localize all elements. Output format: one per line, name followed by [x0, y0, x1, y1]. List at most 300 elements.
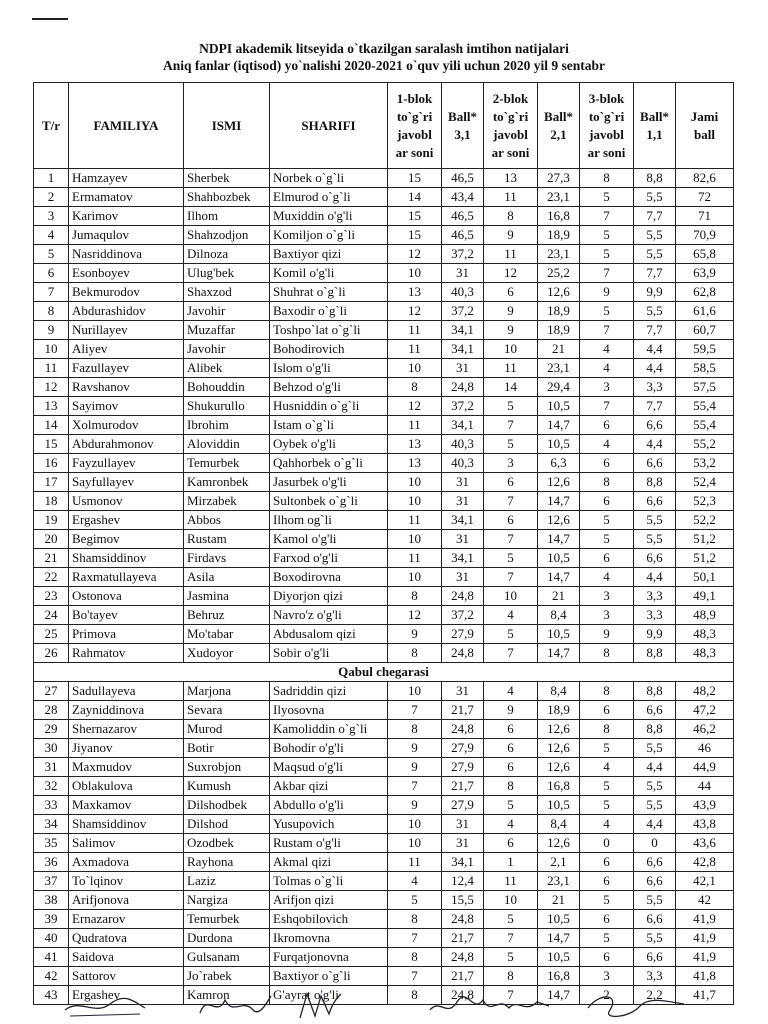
cell-jami: 58,5: [676, 359, 734, 378]
cell-blok1: 10: [388, 359, 442, 378]
cell-ball1: 24,8: [442, 910, 484, 929]
table-row: [34, 834, 734, 853]
cell-tr: 9: [34, 321, 69, 340]
table-row: [34, 758, 734, 777]
cell-blok2: 7: [484, 929, 538, 948]
cell-ismi: Asila: [184, 568, 270, 587]
cell-blok3: 9: [580, 283, 634, 302]
header-tr: T/r: [34, 83, 69, 169]
header-jami: Jami ball: [676, 83, 734, 169]
cell-sharifi: Ilhom og`li: [270, 511, 388, 530]
cell-jami: 51,2: [676, 549, 734, 568]
cell-tr: 32: [34, 777, 69, 796]
table-row: [34, 378, 734, 397]
cell-blok2: 5: [484, 625, 538, 644]
cell-familiya: Maxkamov: [69, 796, 184, 815]
cell-ball2: 23,1: [538, 872, 580, 891]
cell-ball3: 8,8: [634, 644, 676, 663]
cell-blok3: 6: [580, 910, 634, 929]
header-ball2: Ball* 2,1: [538, 83, 580, 169]
cell-ball3: 6,6: [634, 910, 676, 929]
cell-familiya: Shamsiddinov: [69, 815, 184, 834]
cell-tr: 36: [34, 853, 69, 872]
cell-familiya: Sayimov: [69, 397, 184, 416]
cell-blok1: 11: [388, 321, 442, 340]
cell-ball1: 21,7: [442, 777, 484, 796]
cell-blok2: 13: [484, 169, 538, 188]
cell-tr: 5: [34, 245, 69, 264]
cell-blok1: 8: [388, 986, 442, 1005]
table-row: [34, 530, 734, 549]
cell-ball3: 3,3: [634, 378, 676, 397]
cell-ball3: 3,3: [634, 967, 676, 986]
cell-sharifi: Istam o`g`li: [270, 416, 388, 435]
cell-sharifi: Sobir o'g'li: [270, 644, 388, 663]
cell-ball1: 46,5: [442, 226, 484, 245]
cell-ball3: 2,2: [634, 986, 676, 1005]
cell-ball2: 10,5: [538, 948, 580, 967]
cell-blok1: 8: [388, 378, 442, 397]
cell-ball3: 6,6: [634, 549, 676, 568]
cell-sharifi: Baxtiyor o`g`li: [270, 967, 388, 986]
cell-tr: 30: [34, 739, 69, 758]
table-row: [34, 796, 734, 815]
cell-blok2: 6: [484, 739, 538, 758]
table-row: [34, 302, 734, 321]
cell-jami: 41,9: [676, 929, 734, 948]
cell-ball3: 6,6: [634, 872, 676, 891]
cell-ball2: 2,1: [538, 853, 580, 872]
cell-blok1: 5: [388, 891, 442, 910]
table-row: [34, 245, 734, 264]
table-row: [34, 720, 734, 739]
cell-ball1: 21,7: [442, 967, 484, 986]
cell-jami: 72: [676, 188, 734, 207]
table-row: [34, 473, 734, 492]
cell-ball2: 10,5: [538, 435, 580, 454]
cell-ball2: 8,4: [538, 606, 580, 625]
cell-tr: 8: [34, 302, 69, 321]
cell-blok2: 8: [484, 207, 538, 226]
cell-ball1: 31: [442, 264, 484, 283]
cell-ball2: 10,5: [538, 796, 580, 815]
cell-blok1: 10: [388, 530, 442, 549]
cell-jami: 52,3: [676, 492, 734, 511]
cell-ismi: Durdona: [184, 929, 270, 948]
cell-blok1: 10: [388, 473, 442, 492]
cutoff-label: Qabul chegarasi: [34, 663, 734, 682]
table-row: [34, 872, 734, 891]
cell-sharifi: Furqatjonovna: [270, 948, 388, 967]
results-table: [33, 82, 734, 1005]
cell-sharifi: Kamol o'g'li: [270, 530, 388, 549]
cell-familiya: To`lqinov: [69, 872, 184, 891]
cell-sharifi: Elmurod o`g`li: [270, 188, 388, 207]
cell-blok2: 7: [484, 530, 538, 549]
table-row: [34, 435, 734, 454]
cell-ball3: 8,8: [634, 682, 676, 701]
table-row: [34, 967, 734, 986]
cell-blok2: 7: [484, 416, 538, 435]
cell-blok3: 6: [580, 701, 634, 720]
cell-blok3: 5: [580, 929, 634, 948]
cell-familiya: Abdurahmonov: [69, 435, 184, 454]
cell-blok1: 8: [388, 720, 442, 739]
cell-blok2: 11: [484, 872, 538, 891]
cell-tr: 42: [34, 967, 69, 986]
cell-jami: 60,7: [676, 321, 734, 340]
cell-sharifi: Akmal qizi: [270, 853, 388, 872]
cell-jami: 59,5: [676, 340, 734, 359]
cell-blok1: 7: [388, 929, 442, 948]
cell-ball2: 12,6: [538, 834, 580, 853]
table-row: [34, 492, 734, 511]
table-row: [34, 777, 734, 796]
cell-tr: 34: [34, 815, 69, 834]
cell-ball2: 10,5: [538, 397, 580, 416]
table-row: [34, 207, 734, 226]
cell-jami: 48,9: [676, 606, 734, 625]
cell-ismi: Firdavs: [184, 549, 270, 568]
cell-familiya: Usmonov: [69, 492, 184, 511]
cell-ball3: 7,7: [634, 397, 676, 416]
cell-jami: 52,2: [676, 511, 734, 530]
cell-ball3: 5,5: [634, 796, 676, 815]
cell-ball3: 9,9: [634, 283, 676, 302]
table-row: [34, 910, 734, 929]
cell-ball1: 40,3: [442, 435, 484, 454]
table-row: [34, 606, 734, 625]
cell-ball2: 14,7: [538, 644, 580, 663]
cell-ball2: 10,5: [538, 910, 580, 929]
cell-ball2: 12,6: [538, 758, 580, 777]
cell-blok1: 10: [388, 568, 442, 587]
cell-sharifi: Arifjon qizi: [270, 891, 388, 910]
cell-ball1: 24,8: [442, 720, 484, 739]
top-rule: [32, 18, 68, 20]
table-row: [34, 739, 734, 758]
cell-ismi: Rayhona: [184, 853, 270, 872]
cell-familiya: Fayzullayev: [69, 454, 184, 473]
cell-ismi: Mo'tabar: [184, 625, 270, 644]
cell-familiya: Sadullayeva: [69, 682, 184, 701]
cell-blok2: 4: [484, 815, 538, 834]
cell-ball1: 34,1: [442, 321, 484, 340]
cell-blok1: 10: [388, 815, 442, 834]
cell-ball3: 7,7: [634, 207, 676, 226]
cell-jami: 41,7: [676, 986, 734, 1005]
cell-familiya: Jumaqulov: [69, 226, 184, 245]
cell-familiya: Xolmurodov: [69, 416, 184, 435]
cell-blok1: 11: [388, 416, 442, 435]
cell-ball3: 7,7: [634, 264, 676, 283]
cell-ball1: 21,7: [442, 929, 484, 948]
cell-tr: 4: [34, 226, 69, 245]
cell-ball2: 16,8: [538, 777, 580, 796]
cell-tr: 16: [34, 454, 69, 473]
cell-blok3: 5: [580, 188, 634, 207]
header-blok3: 3-blok to`g`ri javobl ar soni: [580, 83, 634, 169]
cell-tr: 37: [34, 872, 69, 891]
cell-blok2: 4: [484, 682, 538, 701]
document-title: NDPI akademik litseyida o`tkazilgan saralash imtihon natijalari: [199, 41, 569, 56]
cell-tr: 12: [34, 378, 69, 397]
cell-blok3: 4: [580, 815, 634, 834]
cell-familiya: Qudratova: [69, 929, 184, 948]
cell-ball2: 27,3: [538, 169, 580, 188]
cell-jami: 43,6: [676, 834, 734, 853]
cell-ball3: 5,5: [634, 226, 676, 245]
cell-ball1: 34,1: [442, 340, 484, 359]
cell-tr: 39: [34, 910, 69, 929]
cell-blok3: 8: [580, 644, 634, 663]
cell-jami: 42: [676, 891, 734, 910]
table-row: [34, 226, 734, 245]
cell-jami: 53,2: [676, 454, 734, 473]
cell-blok1: 10: [388, 834, 442, 853]
cell-ismi: Abbos: [184, 511, 270, 530]
cell-ismi: Dilnoza: [184, 245, 270, 264]
cell-sharifi: G'ayrat o'g'li: [270, 986, 388, 1005]
cell-blok3: 5: [580, 511, 634, 530]
cell-tr: 35: [34, 834, 69, 853]
cell-blok2: 6: [484, 834, 538, 853]
cell-jami: 55,4: [676, 397, 734, 416]
cell-blok3: 8: [580, 169, 634, 188]
cell-ball1: 24,8: [442, 986, 484, 1005]
cell-ball1: 37,2: [442, 606, 484, 625]
cell-ball3: 4,4: [634, 340, 676, 359]
cell-blok3: 7: [580, 207, 634, 226]
cell-ball2: 8,4: [538, 682, 580, 701]
cell-ismi: Shaxzod: [184, 283, 270, 302]
cell-jami: 63,9: [676, 264, 734, 283]
cell-ismi: Jasmina: [184, 587, 270, 606]
cell-familiya: Arifjonova: [69, 891, 184, 910]
cell-ismi: Alibek: [184, 359, 270, 378]
cell-ball3: 9,9: [634, 625, 676, 644]
table-row: [34, 169, 734, 188]
cell-ball2: 10,5: [538, 549, 580, 568]
cell-ball1: 31: [442, 682, 484, 701]
cell-ball1: 34,1: [442, 416, 484, 435]
cell-ball2: 10,5: [538, 625, 580, 644]
cell-blok2: 5: [484, 549, 538, 568]
cell-ismi: Murod: [184, 720, 270, 739]
header-ball1: Ball* 3,1: [442, 83, 484, 169]
cell-familiya: Rahmatov: [69, 644, 184, 663]
cell-ball3: 5,5: [634, 511, 676, 530]
cell-ball3: 4,4: [634, 568, 676, 587]
cell-ismi: Dilshodbek: [184, 796, 270, 815]
cell-ball1: 24,8: [442, 644, 484, 663]
cell-sharifi: Komil o'g'li: [270, 264, 388, 283]
cell-ball2: 23,1: [538, 188, 580, 207]
cell-ismi: Temurbek: [184, 910, 270, 929]
cell-sharifi: Rustam o'g'li: [270, 834, 388, 853]
cell-ball1: 31: [442, 359, 484, 378]
cell-sharifi: Maqsud o'g'li: [270, 758, 388, 777]
cell-ball1: 31: [442, 530, 484, 549]
cell-jami: 61,6: [676, 302, 734, 321]
cell-familiya: Zayniddinova: [69, 701, 184, 720]
cell-ball1: 34,1: [442, 549, 484, 568]
cell-blok2: 8: [484, 777, 538, 796]
cell-tr: 15: [34, 435, 69, 454]
header-blok1: 1-blok to`g`ri javobl ar soni: [388, 83, 442, 169]
cell-ball3: 6,6: [634, 948, 676, 967]
cell-jami: 52,4: [676, 473, 734, 492]
cell-blok2: 9: [484, 701, 538, 720]
cell-ball1: 34,1: [442, 511, 484, 530]
table-row: [34, 644, 734, 663]
cell-ball2: 23,1: [538, 359, 580, 378]
cell-blok3: 7: [580, 397, 634, 416]
cell-ball3: 8,8: [634, 169, 676, 188]
table-row: [34, 853, 734, 872]
cell-blok2: 7: [484, 492, 538, 511]
cell-blok3: 5: [580, 891, 634, 910]
cell-ball3: 5,5: [634, 245, 676, 264]
cell-familiya: Hamzayev: [69, 169, 184, 188]
cell-blok3: 4: [580, 435, 634, 454]
cell-ismi: Gulsanam: [184, 948, 270, 967]
cell-familiya: Sattorov: [69, 967, 184, 986]
cell-blok2: 10: [484, 340, 538, 359]
cell-ball1: 15,5: [442, 891, 484, 910]
cell-blok2: 5: [484, 910, 538, 929]
cell-jami: 51,2: [676, 530, 734, 549]
cell-familiya: Fazullayev: [69, 359, 184, 378]
cell-sharifi: Yusupovich: [270, 815, 388, 834]
cell-sharifi: Farxod o'g'li: [270, 549, 388, 568]
cell-tr: 20: [34, 530, 69, 549]
cell-tr: 21: [34, 549, 69, 568]
cell-jami: 48,2: [676, 682, 734, 701]
cell-blok3: 4: [580, 758, 634, 777]
cell-ball1: 24,8: [442, 948, 484, 967]
cell-ball3: 4,4: [634, 815, 676, 834]
signature-4: [425, 988, 555, 1022]
cell-ismi: Sherbek: [184, 169, 270, 188]
cell-sharifi: Abdullo o'g'li: [270, 796, 388, 815]
cell-sharifi: Ilyosovna: [270, 701, 388, 720]
cell-familiya: Karimov: [69, 207, 184, 226]
cell-ball2: 14,7: [538, 568, 580, 587]
cell-blok2: 5: [484, 948, 538, 967]
cell-jami: 65,8: [676, 245, 734, 264]
cell-ball2: 18,9: [538, 321, 580, 340]
cell-blok1: 7: [388, 967, 442, 986]
cell-blok3: 3: [580, 587, 634, 606]
cell-familiya: Maxmudov: [69, 758, 184, 777]
cell-jami: 43,9: [676, 796, 734, 815]
cell-ball1: 31: [442, 492, 484, 511]
table-row: [34, 929, 734, 948]
cell-ball1: 27,9: [442, 739, 484, 758]
cell-jami: 42,8: [676, 853, 734, 872]
header-row: [34, 83, 734, 169]
cell-ball2: 12,6: [538, 739, 580, 758]
cell-blok2: 14: [484, 378, 538, 397]
cell-ball2: 8,4: [538, 815, 580, 834]
cell-ball3: 7,7: [634, 321, 676, 340]
table-row: [34, 568, 734, 587]
cell-ball1: 46,5: [442, 169, 484, 188]
cell-blok1: 11: [388, 853, 442, 872]
cell-ball2: 14,7: [538, 530, 580, 549]
cell-sharifi: Shuhrat o`g`li: [270, 283, 388, 302]
cell-ismi: Dilshod: [184, 815, 270, 834]
cell-tr: 41: [34, 948, 69, 967]
cell-blok3: 6: [580, 416, 634, 435]
cell-blok3: 2: [580, 986, 634, 1005]
cell-tr: 26: [34, 644, 69, 663]
cell-ball3: 8,8: [634, 720, 676, 739]
header-blok2: 2-blok to`g`ri javobl ar soni: [484, 83, 538, 169]
cell-sharifi: Tolmas o`g`li: [270, 872, 388, 891]
cell-ball1: 21,7: [442, 701, 484, 720]
cell-blok1: 10: [388, 492, 442, 511]
cell-blok3: 4: [580, 359, 634, 378]
cell-blok1: 11: [388, 511, 442, 530]
cell-blok1: 8: [388, 910, 442, 929]
cell-blok2: 9: [484, 226, 538, 245]
cell-sharifi: Bohodirovich: [270, 340, 388, 359]
cell-jami: 50,1: [676, 568, 734, 587]
cell-ball3: 6,6: [634, 853, 676, 872]
cell-blok2: 5: [484, 397, 538, 416]
table-row: [34, 625, 734, 644]
cell-ball2: 21: [538, 891, 580, 910]
cell-ball2: 14,7: [538, 492, 580, 511]
cell-blok2: 10: [484, 587, 538, 606]
cell-blok1: 9: [388, 796, 442, 815]
cell-sharifi: Qahhorbek o`g`li: [270, 454, 388, 473]
cell-tr: 29: [34, 720, 69, 739]
cell-blok2: 5: [484, 796, 538, 815]
cell-ismi: Laziz: [184, 872, 270, 891]
cell-blok2: 6: [484, 473, 538, 492]
cell-familiya: Ermamatov: [69, 188, 184, 207]
cell-jami: 48,3: [676, 644, 734, 663]
cell-ball1: 43,4: [442, 188, 484, 207]
table-row: [34, 397, 734, 416]
cell-ball3: 4,4: [634, 359, 676, 378]
table-row: [34, 264, 734, 283]
cell-blok3: 3: [580, 606, 634, 625]
cell-blok1: 13: [388, 283, 442, 302]
cell-blok1: 15: [388, 226, 442, 245]
cell-ball2: 14,7: [538, 416, 580, 435]
table-body: [34, 169, 734, 1005]
cell-ball1: 46,5: [442, 207, 484, 226]
cell-blok1: 8: [388, 587, 442, 606]
cell-ball2: 21: [538, 340, 580, 359]
cell-ball1: 27,9: [442, 758, 484, 777]
cell-tr: 22: [34, 568, 69, 587]
cell-jami: 46,2: [676, 720, 734, 739]
cell-blok3: 6: [580, 492, 634, 511]
header-ball3: Ball* 1,1: [634, 83, 676, 169]
cell-ismi: Ozodbek: [184, 834, 270, 853]
cell-blok3: 6: [580, 454, 634, 473]
cell-ismi: Marjona: [184, 682, 270, 701]
cell-blok1: 9: [388, 758, 442, 777]
cell-ball2: 14,7: [538, 929, 580, 948]
cell-jami: 47,2: [676, 701, 734, 720]
cell-blok2: 6: [484, 720, 538, 739]
